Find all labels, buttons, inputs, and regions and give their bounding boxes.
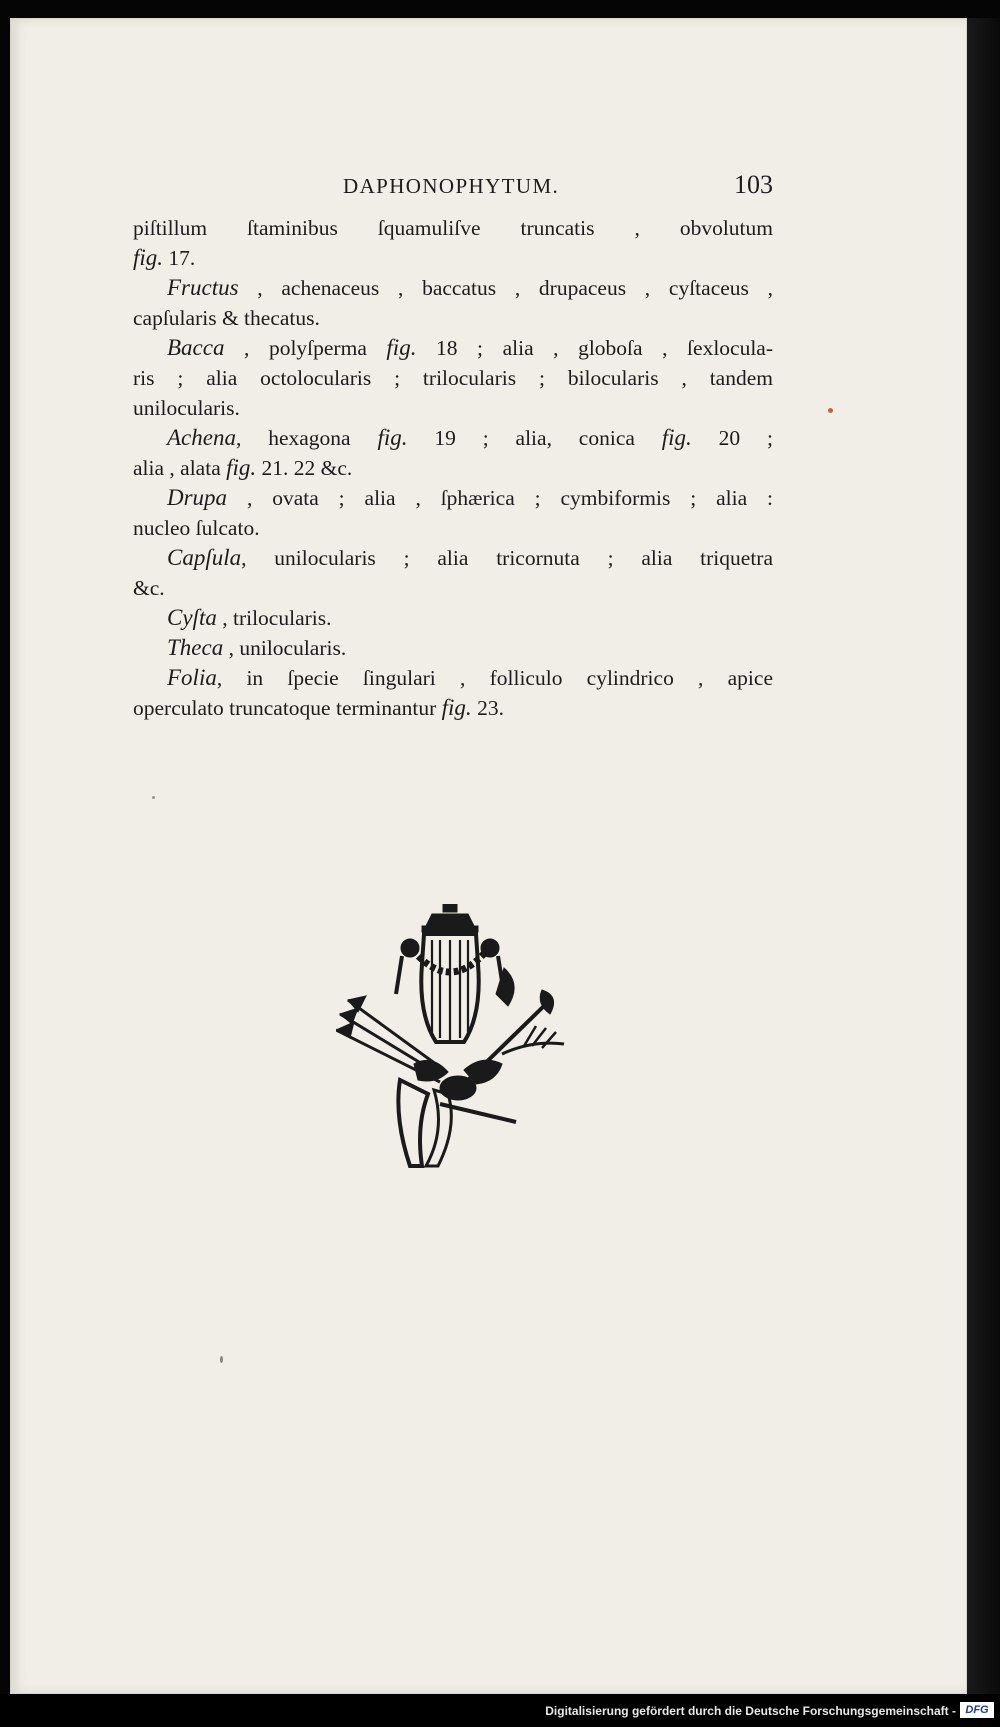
line-text: , achenaceus , baccatus , drupaceus , cyſtaceus , (238, 276, 773, 300)
footer-bar (0, 1694, 1000, 1727)
running-head-title: DAPHONOPHYTUM. (343, 174, 560, 198)
term-drupa: Drupa (167, 485, 228, 510)
line-text: capſularis & thecatus. (133, 306, 320, 330)
fig-reference: fig. (377, 425, 408, 450)
page-edge (967, 18, 1000, 1694)
text-line (133, 213, 773, 243)
fig-reference: fig. (226, 455, 257, 480)
text-line (133, 453, 773, 483)
text-line (133, 243, 773, 273)
text-line (133, 303, 773, 333)
text-line (133, 603, 773, 633)
ink-speck (152, 796, 155, 799)
term-capsula: Capſula (167, 545, 242, 570)
line-text: piſtillum ſtaminibus ſquamuliſve truncatis , obvolutum (133, 216, 773, 240)
text-line (133, 273, 773, 303)
running-head (133, 170, 773, 206)
line-text: 23. (471, 696, 504, 720)
fig-reference: fig. (441, 695, 472, 720)
term-fructus: Fructus (167, 275, 239, 300)
line-text: operculato truncatoque terminantur (133, 696, 442, 720)
urn-vignette-icon (336, 904, 566, 1174)
text-line (133, 333, 773, 363)
page-number: 103 (734, 170, 773, 199)
dfg-logo: DFG (960, 1702, 994, 1718)
text-line (133, 393, 773, 423)
term-cysta: Cyſta (167, 605, 217, 630)
line-text: nucleo ſulcato. (133, 516, 260, 540)
fig-number: 17. (163, 246, 196, 270)
term-theca: Theca (167, 635, 224, 660)
line-text: 20 ; (691, 426, 773, 450)
line-text: , ovata ; alia , ſphærica ; cymbiformis ; alia : (227, 486, 773, 510)
book-page (10, 18, 967, 1694)
body-text (133, 213, 773, 723)
ink-speck (220, 1356, 223, 1363)
line-text: , unilocularis ; alia tricornuta ; alia triquetra (241, 546, 773, 570)
text-line (133, 423, 773, 453)
ink-speck (828, 408, 833, 413)
line-text: , polyſperma (224, 336, 387, 360)
fig-reference: fig. (386, 335, 417, 360)
text-line (133, 633, 773, 663)
text-line (133, 663, 773, 693)
term-bacca: Bacca (167, 335, 225, 360)
term-folia: Folia (167, 665, 217, 690)
fig-reference: fig. (133, 245, 164, 270)
fig-reference: fig. (661, 425, 692, 450)
line-text: &c. (133, 576, 165, 600)
line-text: 19 ; alia, conica (407, 426, 662, 450)
text-line (133, 483, 773, 513)
line-text: , unilocularis. (223, 636, 347, 660)
line-text: , in ſpecie ſingulari , folliculo cylindrico , apice (216, 666, 773, 690)
line-text: alia , alata (133, 456, 227, 480)
line-text: 21. 22 &c. (256, 456, 353, 480)
text-line (133, 543, 773, 573)
text-line (133, 513, 773, 543)
line-text: 18 ; alia , globoſa , ſexlocula- (416, 336, 774, 360)
funding-credit: Digitalisierung gefördert durch die Deutsche Forschungsgemeinschaft - (545, 1704, 956, 1718)
text-line (133, 693, 773, 723)
text-line (133, 573, 773, 603)
line-text: ris ; alia octolocularis ; trilocularis ; bilocularis , tandem (133, 366, 773, 390)
line-text: , trilocularis. (216, 606, 332, 630)
line-text: , hexagona (235, 426, 378, 450)
text-line (133, 363, 773, 393)
term-achena: Achena (167, 425, 236, 450)
line-text: unilocularis. (133, 396, 240, 420)
